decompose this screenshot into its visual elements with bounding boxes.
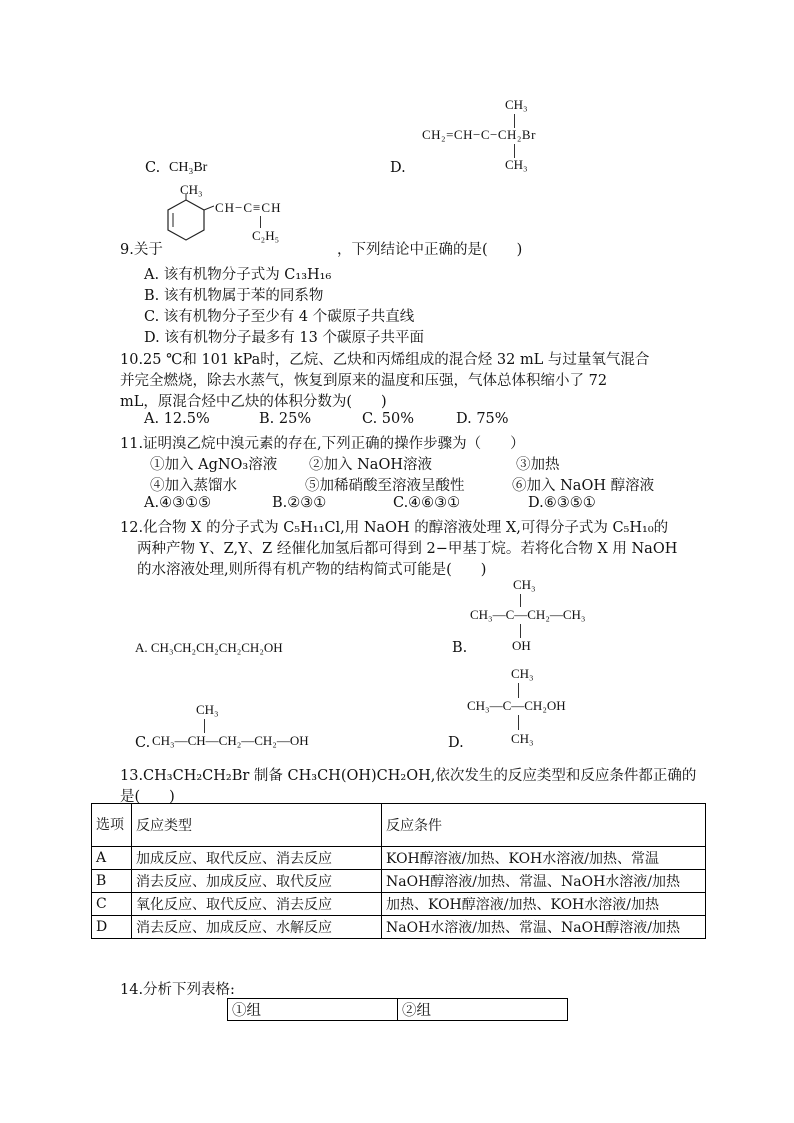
q11-option-c: C.④⑥③① [393, 495, 461, 511]
q10-option-c: C. 50% [362, 411, 415, 427]
q11-option-b: B.②③① [272, 495, 327, 511]
q8-d-top-methyl: CH₃ [505, 97, 528, 112]
table-row [92, 870, 706, 893]
q13-row-a-type: 加成反应、取代反应、消去反应 [132, 847, 382, 870]
q9-option-b: B. 该有机物属于苯的同系物 [144, 288, 324, 304]
q9-option-c: C. 该有机物分子至少有 4 个碳原子共直线 [144, 309, 415, 325]
q13-row-a-option: A [92, 847, 132, 870]
q14-stem: 14.分析下列表格: [120, 982, 235, 998]
q14-header-group-2: ②组 [398, 999, 568, 1021]
q12-b-main: CH₃—C—CH₂—CH₃ [470, 607, 586, 622]
q13-header-option: 选项 [92, 804, 132, 847]
q13-row-d-option: D [92, 916, 132, 939]
q12-line-2: 两种产物 Y、Z,Y、Z 经催化加氢后都可得到 2−甲基丁烷。若将化合物 X 用 NaOH [137, 541, 678, 557]
q12-option-a: A. CH₃CH₂CH₂CH₂CH₂OH [135, 640, 283, 655]
q12-c-top-bond [204, 719, 205, 733]
q13-header-condition: 反应条件 [382, 804, 706, 847]
q13-line-1: 13.CH₃CH₂CH₂Br 制备 CH₃CH(OH)CH₂OH,依次发生的反应类型和反应条件都正确的 [120, 768, 697, 784]
q8-d-bottom-methyl: CH₃ [505, 157, 528, 172]
q11-step-3: ③加热 [516, 457, 560, 473]
q8-option-c-formula: CH₃Br [169, 160, 208, 175]
q12-line-3: 的水溶液处理,则所得有机产物的结构简式可能是( ) [137, 562, 487, 578]
q10-option-b: B. 25% [259, 411, 312, 427]
q10-option-a: A. 12.5% [144, 411, 210, 427]
q9-side-chain: CH−C≡CH [215, 200, 282, 215]
q11-step-4: ④加入蒸馏水 [150, 478, 237, 494]
q13-table-header [92, 804, 706, 847]
q9-option-d: D. 该有机物分子最多有 13 个碳原子共平面 [144, 330, 424, 346]
q12-b-top-bond [520, 594, 521, 607]
q10-option-d: D. 75% [456, 411, 509, 427]
q13-row-c-condition: 加热、KOH醇溶液/加热、KOH水溶液/加热 [382, 893, 706, 916]
q9-ethyl-bond [260, 216, 261, 228]
q13-row-b-type: 消去反应、加成反应、取代反应 [132, 870, 382, 893]
q13-row-a-condition: KOH醇溶液/加热、KOH水溶液/加热、常温 [382, 847, 706, 870]
table-row [92, 916, 706, 939]
q9-methyl: CH₃ [180, 182, 203, 197]
q12-c-main: CH₃—CH—CH₂—CH₂—OH [152, 733, 309, 748]
table-row [92, 893, 706, 916]
q8-d-main-chain: CH₂=CH−C−CH₂Br [422, 127, 536, 142]
q11-step-1: ①加入 AgNO₃溶液 [150, 457, 278, 473]
q12-d-top-bond [518, 683, 519, 698]
q9-option-a: A. 该有机物分子式为 C₁₃H₁₆ [144, 267, 332, 283]
q11-step-5: ⑤加稀硝酸至溶液呈酸性 [305, 478, 465, 494]
q14-table-header [228, 999, 568, 1021]
q13-header-type: 反应类型 [132, 804, 382, 847]
q13-row-d-condition: NaOH水溶液/加热、常温、NaOH醇溶液/加热 [382, 916, 706, 939]
q12-d-bottom: CH₃ [511, 731, 534, 746]
q12-d-top: CH₃ [511, 666, 534, 681]
q14-header-group-1: ①组 [228, 999, 398, 1021]
q8-option-d-label: D. [390, 160, 406, 176]
q14-table [227, 998, 568, 1021]
q8-option-c-label: C. [145, 160, 161, 176]
q13-row-c-type: 氧化反应、取代反应、消去反应 [132, 893, 382, 916]
q9-stem: ，下列结论中正确的是( ) [337, 242, 523, 258]
q13-row-b-condition: NaOH醇溶液/加热、常温、NaOH水溶液/加热 [382, 870, 706, 893]
q10-line-1: 10.25 ℃和 101 kPa时，乙烷、乙炔和丙烯组成的混合烃 32 mL 与过量氧气混合 [120, 352, 650, 368]
q13-line-2: 是( ) [120, 789, 175, 805]
q13-row-c-option: C [92, 893, 132, 916]
q11-stem: 11.证明溴乙烷中溴元素的存在,下列正确的操作步骤为（ ） [120, 436, 525, 452]
q10-line-3: mL，原混合烃中乙炔的体积分数为( ) [120, 394, 387, 410]
q12-b-top: CH₃ [513, 577, 536, 592]
q13-row-b-option: B [92, 870, 132, 893]
q9-benzene-ring [164, 192, 214, 252]
q12-d-main: CH₃—C—CH₂OH [467, 698, 566, 713]
q12-b-bottom: OH [512, 638, 531, 653]
q10-line-2: 并完全燃烧，除去水蒸气，恢复到原来的温度和压强，气体总体积缩小了 72 [120, 373, 608, 389]
q12-b-bottom-bond [520, 624, 521, 638]
q12-option-c-label: C. [135, 735, 151, 751]
q12-d-bottom-bond [518, 715, 519, 730]
q8-d-bottom-bond [514, 144, 515, 158]
q11-step-2: ②加入 NaOH溶液 [309, 457, 432, 473]
q12-line-1: 12.化合物 X 的分子式为 C₅H₁₁Cl,用 NaOH 的醇溶液处理 X,可得分子式为 C₅H₁₀的 [120, 520, 669, 536]
q12-option-b-label: B. [452, 640, 468, 656]
q8-d-top-bond [514, 114, 515, 128]
q12-option-d-label: D. [448, 735, 464, 751]
q11-option-d: D.⑥③⑤① [528, 495, 596, 511]
q12-c-top: CH₃ [196, 702, 219, 717]
q9-ethyl: C₂H₅ [252, 228, 280, 243]
q11-option-a: A.④③①⑤ [144, 495, 212, 511]
q11-step-6: ⑥加入 NaOH 醇溶液 [512, 478, 655, 494]
table-row [92, 847, 706, 870]
q9-number: 9.关于 [120, 242, 163, 258]
q13-table [91, 803, 706, 939]
q13-row-d-type: 消去反应、加成反应、水解反应 [132, 916, 382, 939]
